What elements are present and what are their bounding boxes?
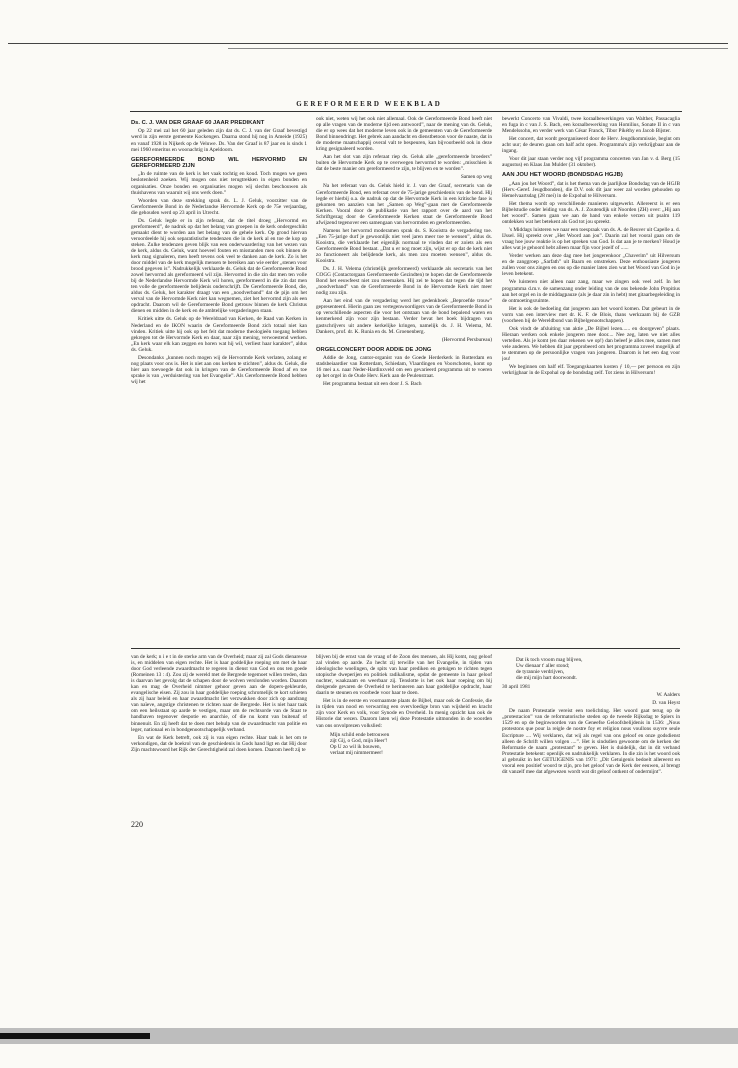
bottom-column-2 [316,654,492,804]
column-1 [131,116,307,646]
paragraph: Ook vindt de afsluiting van aktie „De Bijbel lezen...... en doorgeven” plaats. Hieraan werken ook enkele jongeren mee door.... Nee zeg, laten we niet alles vertellen. Als je komt (en daar rekenen we op!) dan beleef je alles mee, samen met vele anderen. We hebben dit jaar geprobeerd om het programma zoveel mogelijk af te stemmen op de persoonlijke vragen van jongeren. Daarom is het een dag voor jou! [502,325,680,363]
paragraph: Addie de Jong, cantor-organist van de Goede Herderkerk in Rotterdam en stadsbeiaardier van Rotterdam, Schiedam, Vlaardingen en Voorschoten, komt op 16 mei a.s. naar Neder-Hardinxveld om een gevarieerd programma uit te voeren op het orgel in de Oude Herv. Kerk aan de Peulenstraat. [316,355,492,380]
paragraph: van de kerk; n i e t in de sterke arm van de Overheid; maar zij zal Gods dienaresse is, en middelen van eigen rechte. Het is haar goddelijke roeping om met de haar door God verleende zwaardmacht te regeren in dienst van God en ons ten goede (Romeinen 13 : 4). Zou zij de wereld met de Bergrede tegemoet willen treden, dan is daarvan het gevolg dat de schapen door de wolven verslonden worden. Daarom kan en mag de Overheid nimmer gehoor geven aan de dopers-gekleurde, evangelische eisen. Zij zou in haar goddelijke roeping schromelijk te kort schieten als zij haar beleid en haar zwaardmacht liet verzwakken door zich op aandrang van naïeve, angstige christenen te richten naar de Bergrede. Het is niet haar taak om een heilsstaat op aarde te vestigen, maar om de rechtsorde van de Staat te handhaven tegenover despotie en anarchie, of die nu komt van buitenaf of binnenuit. En zij heeft dat te doen met behulp van de zwaardmacht van politie en leger, nationaal en in bondgenootschappelijk verband. [131,654,307,733]
poem-verse-2 [502,657,680,681]
bottom-column-1 [131,654,307,804]
column-2 [316,116,492,646]
paragraph: bewerkt Concerto van Vivaldi, twee koraalbewerkingen van Walther, Passacaglia en fuga in c van J. S. Bach, een koraalbewerking van Homilius, Sonate II in c van Mendelssohn, en verder werk van César Franck, Tibor Pikéthy en Jacob Bijster. [502,116,680,135]
page-header: GEREFORMEERD WEEKBLAD [296,100,442,108]
paragraph: Het programma bestaat uit een door J. S. Bach [323,381,422,388]
headline-gereformeerde-bond: GEREFORMEERDE BOND WIL HERVORMD EN GEREFORMEERD ZIJN [131,156,307,169]
subheading-samen-op-weg: Samen op weg [460,174,492,181]
paragraph: Ds. Geluk legde er in zijn referaat, dat de titel droeg „Hervormd en gereformeerd”, de nadruk op dat het belang van groepen in de kerk ondergeschikt gemaakt dient te worden aan het belang van de gehele kerk. Op grond hiervan veroordeelde hij ook separatistische tendenzen die in de kerk al en toe de kop op steken. Zulke tendenzen geven blijk van een onderwaardering van het wezen van de kerk, aldus ds. Geluk, want hoeveel fouten en misstanden men ook binnen de kerk mag signaleren, men heeft tevens ook veel te danken aan de kerk. Zo is het door middel van de kerk mogelijk mensen te bereiken aan wie eerder „stenen voor brood gegeven is”. Nadrukkelijk verklaarde ds. Geluk dat de Gereformeerde Bond zowel hervormd als gereformeerd wil zijn. Hervormd in die zin dat men ten volle bij de Nederlandse Hervormde Kerk wil horen, gereformeerd in die zin dat men ten volle de gereformeerde belijdenis onderschrijft. De Gereformeerde Bond, die, aldus ds. Geluk, het karakter draagt van een „noodverband” dat de pijn om het verval van de Hervormde Kerk niet kan wegnemen, ziet het hervormd zijn als een opdracht. Daarom wil de Gereformeerde Bond getrouw binnen de kerk Christus dienen en midden in de kerk en de ambtelijke vergaderingen staan. [131,217,307,315]
paragraph: ook niet, weten wij het ook niet allemaal. Ook de Gereformeerde Bond heeft niet op alle vragen van de moderne tijd een antwoord”, naar de mening van ds. Geluk, die er op wees dat het moderne leven ook in de gemeenten van de Gereformeerde Bond binnendringt. Het gebrek aan aandacht en dienstbetoon voor de naaste, dat in de moderne maatschappij overal valt te bespeuren, kan bijvoorbeeld ook in deze kring gesignaleerd worden. [316,116,492,153]
paragraph: Aan het eind van de vergadering werd het gedenkboek „Beproefde trouw” gepresenteerd. Hierin gaan zes vertegenwoordigers van de Gereformeerde Bond in op verschillende aspecten die voor het ontstaan van de bond bepalend waren en kenmerkend zijn voor zijn bestaan. Verder bevat het boek bijdragen van gastschrijvers uit andere kerkelijke kringen, namelijk ds. J. H. Velema, M. Dankers, prof. dr. K. Runia en ds. M. Groenenberg. [316,298,492,335]
poem-line: Mijn schild ende betrouwen [330,731,390,738]
date-line: 30 april 1981 [502,684,531,691]
bottom-column-3 [502,654,680,804]
paragraph: Kritiek uitte ds. Geluk op de Wereldraad van Kerken, de Raad van Kerken in Nederland en de IKON waarin de Gereformeerde Bond zich totaal niet kan vinden. Kritiek uitte hij ook op het feit dat moderne theologieën toegang hebben gekregen tot de Hervormde Kerk en daar, naar zijn mening, verwoestend werken. „En kerk waar elk kan zeggen en horen wat hij wil, verliest haar karakter”, aldus ds. Geluk. [131,316,307,353]
signature-van-heyst: D. van Heyst [652,700,680,707]
paragraph: Ds. J. H. Velema (christelijk gereformeerd) verklaarde als secretaris van het COGG (Contactorgaan Gereformeerde Gezindten) te hopen dat de Gereformeerde Bond het eeuwfeest niet zou meemaken. Hij zei te hopen dat tegen die tijd het „noodverband” van de Gereformeerde Bond in de Hervormde Kerk niet meer nodig zou zijn. [316,266,492,297]
paragraph: We luisteren niet alleen naar zang, maar we zingen ook veel zelf. In het programma d.m.v. de samenzang onder leiding van de ons bekende John Propitius aan het orgel en in de middagpauze (als je daar zin in hebt) met gitaarbegeleiding in de ontmoetingsruimte. [502,279,680,304]
poem-line: die mij mijn hart doorwondt. [516,675,578,682]
column-3 [502,116,680,646]
poem-line: verlaat mij nimmermeer! [330,749,383,756]
section-divider [131,648,680,649]
source-credit: (Hervormd Persbureau) [441,336,492,343]
paragraph: Na het referaat van ds. Geluk hield ir. J. van der Graaf, secretaris van de Gereformeerde Bond, een referaat over de 75-jarige geschiedenis van de bond. Hij legde er hierbij o.a. de nadruk op dat de Hervormde Kerk in een kritische fase is gekomen ten aanzien van het „Samen op Weg”-gaan met de Gereformeerde Kerken. Vooral door de publikatie van het rapport over de aard van het Schriftgezag door de Gereformeerde Kerken staat de Gereformeerde Bond afwijzend tegenover een samengaan van hervormden en gereformeerden. [316,183,492,226]
scan-edge [0,1028,738,1044]
paragraph: „Aan jou het Woord”, dat is het thema van de jaarlijkse Bondsdag van de HGJB (Herv.-Geref. Jeugdbonden), die D.V. ook dit jaar weer zal worden gehouden op Hemelvaartsdag (28 mei) in de Expohal te Hilversum. [502,180,680,199]
paragraph: Aan het slot van zijn referaat riep ds. Geluk alle „gereformeerde broeders” buiten de Hervormde Kerk op te overwegen hervormd te worden: „misschien is dat de beste manier om gereformeerd te zijn, te blijven en te worden”. [316,154,492,173]
poem-line: Op U zo wil ik bouwen, [330,743,381,750]
header-rule [130,111,682,112]
paragraph: blijven bij de ernst van de vraag of de Zoon des mensen, als Hij komt, nog geloof zal vinden op aarde. Zo hecht zij terwille van het Evangelie, in tijden van ideologische woelingen, de spits van haar prediken en getuigen te richten tegen utopische dweperijen en politiek radikalisme, opdat de gemeente in haar geloof nuchter, waakzaam en weerbaar zij. Tenslotte is het ook haar roeping om bij dreigende gevaren de Overheid te herinneren aan haar goddelijke opdracht, haar daarin te steunen en voorbede voor haar te doen. [316,654,492,697]
paragraph: „In de ruimte van de kerk is het vaak tochtig en koud. Toch mogen we geen beslotenheid zoeken. Wij mogen ons niet terugtrekken in eigen bonden en organisaties. Onze bonden en organisaties mogen wij slechts beschouwen als thuishavens van waaruit wij ons werk doen.” [131,171,307,196]
page-number: 220 [131,820,143,829]
paragraph: Het thema wordt op verschillende manieren uitgewerkt. Allereerst is er een Bijbelstudie onder leiding van ds. A. J. Zoutendijk uit Noorden (ZH) over: „Hij aan het woord”. Samen gaan we aan de hand van enkele verzen uit psalm 119 ontdekken wat het betekent als God tot jou spreekt. [502,200,680,226]
headline-bondsdag-hgjb: AAN JOU HET WOORD (BONDSDAG HGJB) [502,172,623,179]
poem-line: Uw dienaar t' aller stond; [516,663,570,670]
paragraph: Voor dit jaar staan verder nog vijf programma concerten van Jan v. d. Berg (15 augustus) en Klaas Jan Mulder (31 oktober). [502,156,680,169]
paragraph: Op 22 mei zal het 60 jaar geleden zijn dat ds. C. J. van der Graaf bevestigd werd in zijn eerste gemeente Kockengen. Daarna stond hij nog in Ameide (1925) en vanaf 1928 in Nijkerk op de Veluwe. Ds. Van der Graaf is 87 jaar en is sinds 1 mei 1960 emeritus en woonachtig in Apeldoorn. [131,128,307,153]
poem-line: de tyrannie verdrijven, [516,669,565,676]
paragraph: Desondanks „kunnen noch mogen wij de Hervormde Kerk verlaten, zolang er nog plaats voor ons is. Het is niet aan ons kerken te stichten”, aldus ds. Geluk, die hier aan toevoegde dat ook in kringen van de Gereformeerde Bond af en toe sprake is van „verduistering van het Evangelie”. Als Gereformeerde Bond hebben wij het [131,354,307,385]
headline-van-der-graaf: Ds. C. J. VAN DER GRAAF 60 JAAR PREDIKANT [131,120,265,126]
paragraph: We beginnen om half elf. Toegangskaarten kosten ƒ 10,— per persoon en zijn verkrijgbaar in de Expohal op de bondsdag zelf. Tot ziens in Hilversum! [502,364,680,377]
headline-orgelconcert: ORGELCONCERT DOOR ADDIE DE JONG [316,346,432,353]
paragraph: Het concert, dat wordt georganiseerd door de Herv. Jeugdkommissie, begint om acht uur; de deuren gaan om half acht open. Programma's zijn verkrijgbaar aan de ingang. [502,136,680,155]
scan-edge-mark [0,1033,150,1039]
paragraph: Woorden van deze strekking sprak ds. L. J. Geluk, voorzitter van de Gereformeerde Bond in de Nederlandse Hervormde Kerk op de 75e verjaardag, die gehouden werd op 23 april in Utrecht. [131,197,307,216]
top-rule-secondary [228,48,728,49]
paragraph: 's Middags luisteren we naar een toespraak van ds. A. de Reuver uit Capelle a. d. IJssel. Hij spreekt over „Het Woord aan jou”. Daarin zal het vooral gaan om de vraag hoe jouw reaktie is op het spreken van God. Is dat aan je te merken? Houd je alles wat je gehoord hebt alleen maar fijn voor jezelf of ...... [502,227,680,252]
top-rule [8,43,728,44]
paragraph: En wat de Kerk betreft, ook zij is van eigen rechte. Haar taak is het om te verkondigen, dat de boekrol van de geschiedenis in Gods hand ligt en dat Hij door Zijn machtswoord het Rijk der Gerechtigheid zal doen komen. Daarom heeft zij te [131,734,307,753]
paragraph: Verder werken aan deze dag mee het jongerenkoor „Chaverim” uit Hilversum en de zanggroep „Sarfath” uit Baarn en omstreken. Deze enthousiaste jongeren zullen voor ons zingen en ons op die manier laten zien wat het Woord van God in je leven betekent. [502,253,680,278]
poem-line: Dat ik toch vroom mag blijven, [516,657,583,663]
paragraph: De naam Protestatie vereist een toelichting. Het woord gaat terug op de „protestacion” van de reformatorische steden op de tweede Rijksdag te Spiers in 1529 en op de beginwoorden van de Geneefse Geloofsbelijdenis in 1536: „Nous protestons que pour la reigle de nostre foy et religion nous voullons suyvre seule Escripture .... Wij verklaren, dat wij als regel van ons geloof en onze godsdienst alleen de Schrift willen volgen ....”. Het is sindsdien gewoonte om de kerken der Reformatie de naam „protestant” te geven. Het is duidelijk, dat in dit verband Protestatie betekent: openlijk en nadrukkelijk verklaren. In die zin is het woord ook al gebruikt in het GETUIGENIS van 1971: „Dit Getuigenis bedoelt allereerst en vooral een positief woord te zijn, pro het geloof van de Kerk der eeuwen, al brengt dit vanzelf mee dat afgewezen wordt wat dit geloof ontkent of ondermijnt”. [502,708,680,775]
paragraph: Het is ook de bedoeling dat jongeren aan het woord komen. Dat gebeurt in de vorm van een interview met dr. K. F. de Blois, thans werkzaam bij de GZB (voorheen bij de Wereldbond van Bijbelgenootschappen). [502,305,680,324]
signature-aalders: W. Aalders [656,692,680,699]
poem-line: zijt Gij, o God, mijn Heer'! [330,737,388,744]
poem-verse-1 [316,732,492,756]
paragraph: Het is in de eerste en voornaamste plaats de Bijbel, maar ook de Confessie, die in tijden van nood en verwarring een overvloedige bron van wijsheid en kracht zijn voor Kerk en volk, voor Synode en Overheid. In menig opzicht kan ook de Historie dat wezen. Daarom laten wij deze Protestatie uitmonden in de woorden van ons onvolprezen volkslied: [316,698,492,729]
paragraph: Namens het hervormd moderamen sprak ds. S. Kooistra de vergadering toe. „Een 75-jarige durf je gewoonlijk niet veel jaren meer toe te wensen”, aldus ds. Kooistra, die verklaarde het eigenlijk normaal te vinden dat er zoiets als een Gereformeerde Bond bestaat. „Dat u er nog moet zijn, wijst er op dat de kerk niet zo functioneert als belijdende kerk, als men zou moeten wensen”, aldus ds. Kooistra. [316,227,492,265]
